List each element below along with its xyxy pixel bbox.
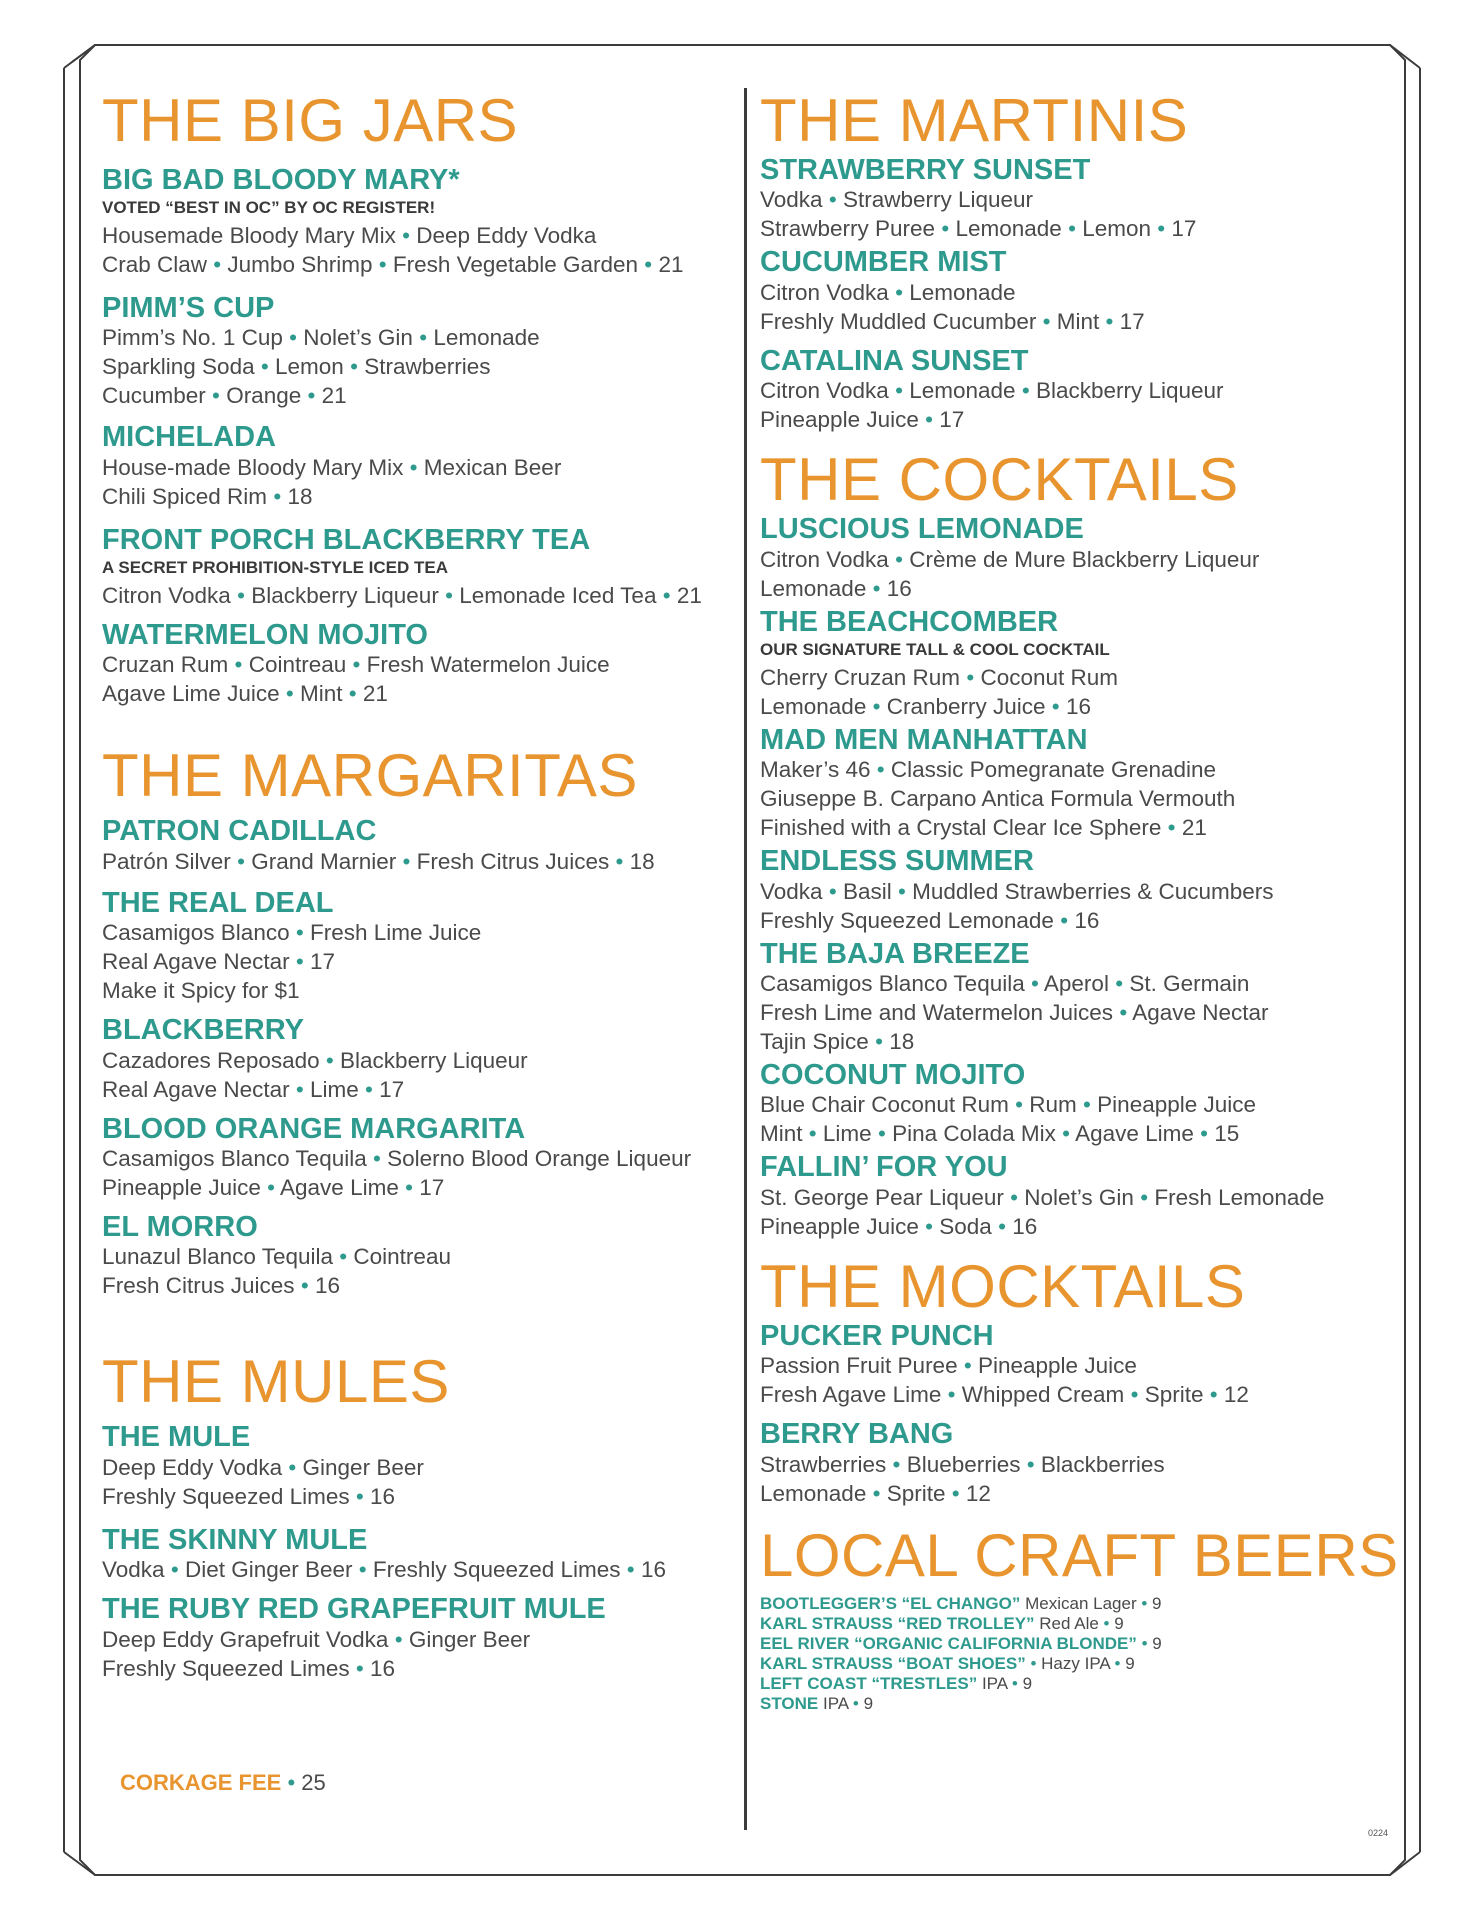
item-name: FALLIN’ FOR YOU [760, 1151, 1008, 1184]
item-description-line: Finished with a Crystal Clear Ice Sphere • 21 [760, 815, 1207, 841]
beer-details: Mexican Lager • 9 [1020, 1593, 1162, 1613]
section-title: LOCAL CRAFT BEERS [760, 1521, 1399, 1589]
item-description-line: Chili Spiced Rim • 18 [102, 483, 313, 509]
bullet-separator: • [1083, 1092, 1091, 1118]
section-mules [102, 1348, 742, 1682]
bullet-separator: • [373, 1145, 381, 1171]
item-name: CUCUMBER MIST [760, 246, 1007, 279]
item-name: MAD MEN MANHATTAN [760, 723, 1088, 756]
section-cocktails [760, 446, 1400, 1241]
bullet-separator: • [925, 407, 934, 433]
beer-details: Red Ale • 9 [1034, 1613, 1124, 1633]
bullet-separator: • [237, 582, 245, 608]
item-name: BERRY BANG [760, 1418, 954, 1451]
beer-name: KARL STRAUSS “BOAT SHOES” [760, 1653, 1026, 1673]
section-martinis [760, 87, 1400, 434]
item-description-line: Casamigos Blanco Tequila • Aperol • St. Germain [760, 971, 1250, 996]
bullet-separator: • [1115, 971, 1124, 996]
item-name: BIG BAD BLOODY MARY* [102, 164, 460, 196]
bullet-separator: • [295, 920, 304, 946]
bullet-separator: • [394, 1626, 403, 1652]
item-description-line: Lemonade • Cranberry Juice • 16 [760, 693, 1091, 719]
bullet-separator: • [876, 757, 885, 783]
beer-item [760, 1634, 1400, 1654]
item-name: THE BEACHCOMBER [760, 605, 1059, 638]
bullet-separator: • [1140, 1184, 1149, 1210]
beer-item [760, 1654, 1400, 1674]
section-title: THE BIG JARS [102, 87, 519, 154]
menu-item [760, 725, 1400, 842]
bullet-separator: • [273, 483, 282, 509]
right-column [760, 85, 1400, 1714]
menu-item [760, 939, 1400, 1056]
menu-item [102, 293, 742, 410]
item-description-line: Pineapple Juice • Agave Lime • 17 [102, 1174, 445, 1200]
item-description-line: Fresh Lime and Watermelon Juices • Agave Nectar [760, 1000, 1269, 1025]
bullet-separator: • [1130, 1382, 1139, 1408]
bullet-separator: • [445, 582, 453, 608]
bullet-separator: • [872, 1480, 881, 1506]
item-description-line: Pineapple Juice • 17 [760, 407, 965, 433]
item-description-line: Freshly Squeezed Limes • 16 [102, 1483, 396, 1509]
bullet-separator: • [1200, 1121, 1209, 1147]
item-name: THE MULE [102, 1421, 251, 1454]
item-description-line: Casamigos Blanco • Fresh Lime Juice [102, 920, 482, 946]
beer-name: BOOTLEGGER’S “EL CHANGO” [760, 1593, 1021, 1613]
section-title: THE MOCKTAILS [760, 1252, 1246, 1320]
corkage-fee [120, 1772, 326, 1794]
item-description-line: Real Agave Nectar • Lime • 17 [102, 1076, 405, 1102]
menu-item [102, 1015, 742, 1103]
bullet-separator: • [378, 251, 387, 277]
bullet-separator: • [325, 1047, 334, 1073]
menu-item [102, 1594, 742, 1682]
section-margaritas [102, 742, 742, 1300]
bullet-separator: • [808, 1121, 817, 1147]
bullet-separator: • [288, 1454, 297, 1480]
item-description-line: Freshly Squeezed Limes • 16 [102, 1655, 396, 1681]
bullet-separator: • [1051, 693, 1060, 719]
item-description-line: Fresh Agave Lime • Whipped Cream • Sprite • 12 [760, 1382, 1249, 1408]
beer-details: • 9 [1141, 1633, 1162, 1653]
item-description-line: Cucumber • Orange • 21 [102, 383, 347, 409]
item-name: THE REAL DEAL [102, 886, 334, 919]
bullet-separator: • [419, 325, 428, 351]
bullet-separator: • [1141, 1633, 1148, 1653]
item-name: STRAWBERRY SUNSET [760, 154, 1091, 186]
item-description-line: Cruzan Rum • Cointreau • Fresh Watermelon Juice [102, 652, 610, 678]
bullet-separator: • [852, 1693, 859, 1713]
menu-item [760, 1419, 1400, 1507]
bullet-separator: • [895, 546, 903, 572]
item-description-line: Housemade Bloody Mary Mix • Deep Eddy Vodka [102, 222, 597, 248]
item-description-line: Cazadores Reposado • Blackberry Liqueur [102, 1047, 528, 1073]
item-description-line: Vodka • Basil • Muddled Strawberries & Cucumbers [760, 878, 1274, 904]
menu-item [102, 620, 742, 708]
bullet-separator: • [1060, 907, 1069, 933]
bullet-separator: • [872, 693, 881, 719]
item-name: THE BAJA BREEZE [760, 937, 1030, 970]
item-name: CATALINA SUNSET [760, 344, 1029, 377]
bullet-separator: • [1031, 971, 1039, 996]
bullet-separator: • [1167, 815, 1176, 841]
menu-item [102, 888, 742, 1005]
bullet-separator: • [267, 1174, 276, 1200]
item-description-line: Mint • Lime • Pina Colada Mix • Agave Lime • 15 [760, 1121, 1240, 1147]
bullet-separator: • [951, 1480, 960, 1506]
menu-item [760, 346, 1400, 434]
bullet-separator: • [358, 1557, 367, 1583]
bullet-separator: • [295, 949, 304, 975]
item-name: BLOOD ORANGE MARGARITA [102, 1112, 526, 1145]
item-name: FRONT PORCH BLACKBERRY TEA [102, 523, 591, 556]
item-description-line: Lunazul Blanco Tequila • Cointreau [102, 1244, 451, 1270]
bullet-separator: • [1042, 308, 1051, 334]
item-description-line: Pimm’s No. 1 Cup • Nolet’s Gin • Lemonade [102, 325, 540, 351]
item-description-line: Vodka • Diet Ginger Beer • Freshly Squeezed Limes • 16 [102, 1557, 666, 1583]
beer-item [760, 1594, 1400, 1614]
beer-name: LEFT COAST “TRESTLES” [760, 1673, 978, 1693]
bullet-separator: • [295, 1076, 304, 1102]
beer-list [760, 1594, 1400, 1714]
item-description-line: Citron Vodka • Crème de Mure Blackberry Liqueur [760, 546, 1260, 572]
item-description-line: Casamigos Blanco Tequila • Solerno Blood Orange Liqueur [102, 1145, 692, 1171]
item-name: PATRON CADILLAC [102, 815, 377, 848]
menu-item [102, 1212, 742, 1300]
menu-item [760, 1060, 1400, 1148]
bullet-separator: • [365, 1076, 373, 1102]
bullet-separator: • [963, 1353, 972, 1379]
item-description-line: Strawberries • Blueberries • Blackberries [760, 1451, 1165, 1477]
section-title: THE MARGARITAS [102, 742, 638, 810]
section-big-jars [102, 87, 742, 708]
menu-item [102, 165, 742, 279]
item-description-line: House-made Bloody Mary Mix • Mexican Beer [102, 454, 562, 480]
bullet-separator: • [1021, 378, 1030, 404]
menu-item [760, 846, 1400, 934]
menu-item [102, 1114, 742, 1202]
item-description-line: Vodka • Strawberry Liqueur [760, 187, 1034, 213]
item-name: WATERMELON MOJITO [102, 618, 428, 651]
bullet-separator: • [615, 848, 624, 874]
item-description-line: Fresh Citrus Juices • 16 [102, 1273, 340, 1299]
bullet-separator: • [998, 1213, 1006, 1239]
item-name: THE SKINNY MULE [102, 1523, 368, 1556]
left-column [102, 85, 742, 1683]
beer-details: IPA • 9 [818, 1693, 874, 1713]
item-description-line: Agave Lime Juice • Mint • 21 [102, 681, 388, 707]
corkage-label: CORKAGE FEE [120, 1770, 282, 1795]
item-description-line: Freshly Squeezed Lemonade • 16 [760, 907, 1100, 933]
corkage-price: 25 [301, 1770, 326, 1795]
bullet-separator: • [237, 848, 245, 874]
bullet-separator: • [350, 354, 358, 380]
item-description-line: Lemonade • 16 [760, 575, 912, 601]
bullet-separator: • [875, 1029, 883, 1054]
bullet-separator: • [355, 1483, 364, 1509]
section-title: THE MARTINIS [760, 87, 1189, 154]
menu-item [760, 607, 1400, 721]
beer-details: • Hazy IPA • 9 [1030, 1653, 1135, 1673]
beer-item [760, 1674, 1400, 1694]
beer-item [760, 1694, 1400, 1714]
menu-item [760, 1321, 1400, 1409]
menu-item [102, 525, 742, 610]
item-description-line: Passion Fruit Puree • Pineapple Juice [760, 1353, 1137, 1379]
bullet-separator: • [1030, 1653, 1037, 1673]
bullet-separator: • [307, 383, 316, 409]
item-description-line: St. George Pear Liqueur • Nolet’s Gin • Fresh Lemonade [760, 1184, 1325, 1210]
item-description-line: Real Agave Nectar • 17 [102, 949, 336, 975]
bullet-separator: • [355, 1655, 364, 1681]
bullet-separator: • [662, 582, 671, 608]
item-description-line: Freshly Muddled Cucumber • Mint • 17 [760, 308, 1145, 334]
item-name: PIMM’S CUP [102, 291, 275, 324]
bullet-separator: • [170, 1557, 179, 1583]
item-name: COCONUT MOJITO [760, 1059, 1026, 1091]
bullet-separator: • [1114, 1653, 1121, 1673]
menu-item [102, 422, 742, 510]
bullet-separator: • [348, 681, 357, 707]
beer-item [760, 1614, 1400, 1634]
bullet-separator: • [828, 187, 837, 213]
item-description-line: Blue Chair Coconut Rum • Rum • Pineapple Juice [760, 1092, 1257, 1118]
bullet-separator: • [892, 1451, 901, 1477]
item-description-line: Patrón Silver • Grand Marnier • Fresh Citrus Juices • 18 [102, 848, 655, 874]
bullet-separator: • [409, 454, 418, 480]
column-divider [744, 88, 747, 1830]
item-description-line: Pineapple Juice • Soda • 16 [760, 1213, 1038, 1239]
bullet-separator: • [405, 1174, 413, 1200]
menu-item [760, 1152, 1400, 1240]
item-name: MICHELADA [102, 421, 276, 454]
item-name: ENDLESS SUMMER [760, 845, 1034, 878]
bullet-separator: • [1010, 1184, 1019, 1210]
bullet-separator: • [1103, 1613, 1110, 1633]
menu-item [102, 816, 742, 875]
bullet-separator: • [1141, 1593, 1148, 1613]
bullet-separator: • [212, 383, 220, 409]
bullet-separator: • [1119, 1000, 1128, 1025]
beer-details: IPA • 9 [977, 1673, 1033, 1693]
item-tagline: OUR SIGNATURE TALL & COOL COCKTAIL [760, 640, 1110, 660]
section-beers [760, 1521, 1400, 1714]
bullet-separator: • [213, 251, 222, 277]
menu-item [760, 155, 1400, 243]
item-description-line: Maker’s 46 • Classic Pomegranate Grenadine [760, 757, 1217, 783]
bullet-separator: • [941, 216, 950, 242]
bullet-separator: • [352, 652, 361, 678]
bullet-separator: • [1157, 216, 1166, 242]
item-description-line: Citron Vodka • Lemonade • Blackberry Liqueur [760, 378, 1224, 404]
bullet-separator: • [895, 279, 903, 305]
menu-item [760, 514, 1400, 602]
bullet-separator: • [966, 664, 975, 690]
bullet-separator: • [895, 378, 903, 404]
menu-item [102, 1525, 742, 1584]
bullet-separator: • [234, 652, 243, 678]
section-title: THE COCKTAILS [760, 446, 1239, 514]
item-description-line: Citron Vodka • Lemonade [760, 279, 1016, 305]
bullet-separator: • [877, 1121, 886, 1147]
bullet-separator: • [872, 575, 881, 601]
item-name: LUSCIOUS LEMONADE [760, 513, 1084, 546]
bullet-separator: • [947, 1382, 956, 1408]
bullet-separator: • [260, 354, 269, 380]
menu-item [760, 247, 1400, 335]
item-name: EL MORRO [102, 1210, 258, 1243]
bullet-separator: • [1026, 1451, 1035, 1477]
bullet-separator: • [300, 1273, 309, 1299]
bullet-separator: • [285, 681, 294, 707]
bullet-separator: • [402, 848, 411, 874]
item-description-line: Deep Eddy Grapefruit Vodka • Ginger Beer [102, 1626, 531, 1652]
bullet-separator: • [1062, 1121, 1071, 1147]
beer-name: STONE [760, 1693, 819, 1713]
item-name: BLACKBERRY [102, 1014, 304, 1047]
bullet-separator: • [1068, 216, 1076, 242]
item-description-line: Cherry Cruzan Rum • Coconut Rum [760, 664, 1119, 690]
item-description-line: Giuseppe B. Carpano Antica Formula Vermouth [760, 786, 1236, 812]
item-tagline: A SECRET PROHIBITION-STYLE ICED TEA [102, 558, 449, 578]
section-title: THE MULES [102, 1348, 450, 1416]
bullet-separator: • [626, 1557, 635, 1583]
menu-item [102, 1422, 742, 1510]
bullet-separator: • [1015, 1092, 1024, 1118]
corkage-separator: • [281, 1770, 302, 1795]
beer-name: EEL RIVER “ORGANIC CALIFORNIA BLONDE” [760, 1633, 1137, 1653]
bullet-separator: • [897, 878, 906, 904]
item-description-line: Crab Claw • Jumbo Shrimp • Fresh Vegetable Garden • 21 [102, 251, 684, 277]
item-description-line: Tajin Spice • 18 [760, 1029, 915, 1054]
bullet-separator: • [644, 251, 653, 277]
item-description-line: Lemonade • Sprite • 12 [760, 1480, 991, 1506]
item-description-line: Make it Spicy for $1 [102, 978, 300, 1004]
bullet-separator: • [925, 1213, 934, 1239]
item-description-line: Sparkling Soda • Lemon • Strawberries [102, 354, 491, 380]
item-name: THE RUBY RED GRAPEFRUIT MULE [102, 1593, 606, 1626]
item-description-line: Citron Vodka • Blackberry Liqueur • Lemonade Iced Tea • 21 [102, 582, 702, 608]
bullet-separator: • [1209, 1382, 1218, 1408]
bullet-separator: • [402, 222, 411, 248]
item-description-line: Strawberry Puree • Lemonade • Lemon • 17 [760, 216, 1197, 242]
footer-code: 0224 [1368, 1828, 1389, 1838]
bullet-separator: • [339, 1244, 348, 1270]
bullet-separator: • [1105, 308, 1114, 334]
item-tagline: VOTED “BEST IN OC” BY OC REGISTER! [102, 198, 436, 218]
item-name: PUCKER PUNCH [760, 1319, 994, 1352]
bullet-separator: • [1011, 1673, 1018, 1693]
bullet-separator: • [289, 325, 298, 351]
section-mocktails [760, 1252, 1400, 1508]
item-description-line: Deep Eddy Vodka • Ginger Beer [102, 1454, 424, 1480]
beer-name: KARL STRAUSS “RED TROLLEY” [760, 1613, 1035, 1633]
bullet-separator: • [828, 878, 837, 904]
